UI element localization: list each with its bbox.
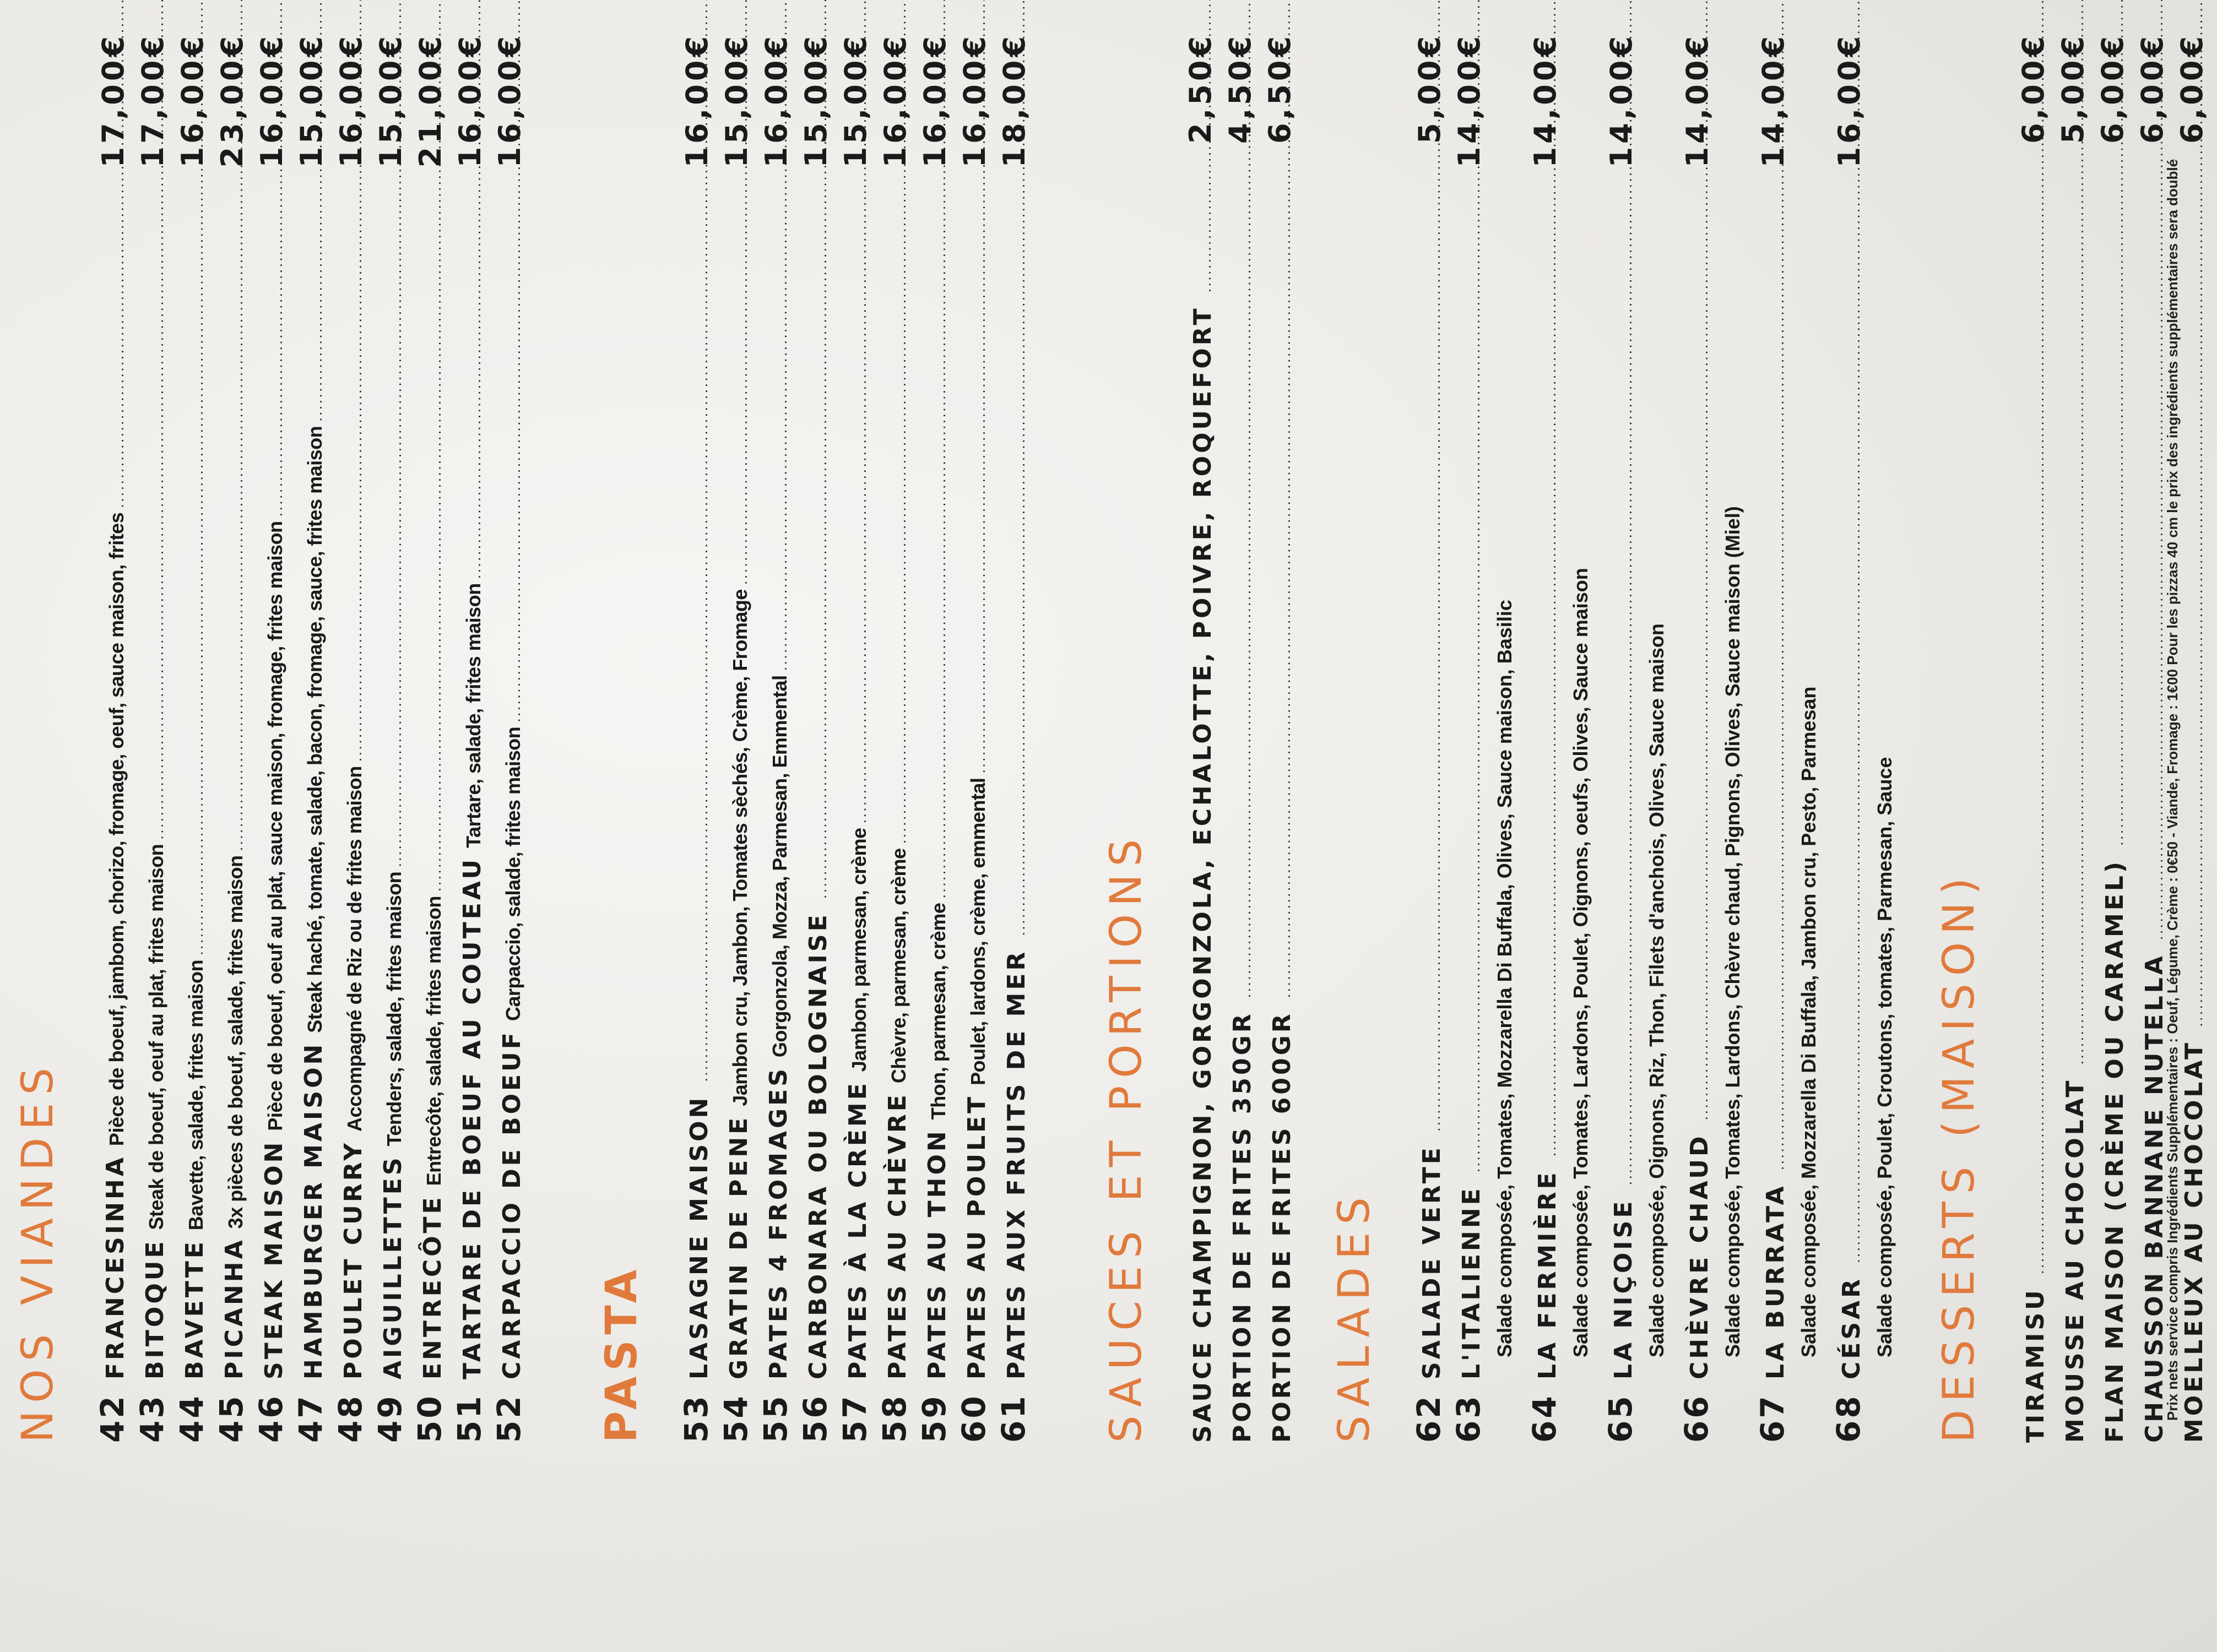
item-subtitle: Salade composée, Oignons, Riz, Thon, Filets d'anchois, Olives, Sauce maison [1645,623,1668,1357]
item-name: PATES À LA CRÈME [844,1080,872,1379]
item-number: 57 [836,1394,874,1443]
item-number: 54 [717,1394,755,1443]
menu-item [1601,33,1640,1443]
item-description: Thon, parmesan, crème [927,903,950,1120]
dot-leader [297,186,337,422]
dot-leader [1415,186,1455,1132]
item-name: PORTION DE FRITES 350GR [1228,1011,1256,1443]
item-name: LA FERMIÈRE [1533,1170,1562,1379]
menu-item [795,33,835,1443]
item-number: 59 [915,1394,953,1443]
item-price: 16,00€ [175,33,210,168]
dot-leader [2019,186,2058,1274]
item-name: PATES AU POULET [963,1094,991,1379]
viandes-list [93,33,529,1443]
menu-item [1525,33,1564,1443]
item-name: BAVETTE [181,1239,209,1379]
dot-leader [920,186,960,899]
item-number: 43 [133,1394,171,1443]
item-price: 15,00€ [719,33,754,168]
section-title-viandes: NOS VIANDES [13,1060,63,1443]
item-description: Pièce de boeuf, jambom, chorizo, fromage, oeuf, sauce maison, frites [105,512,128,1146]
section-title-pasta: PASTA [597,1264,647,1443]
menu-item [1753,33,1792,1443]
item-price: 16,00€ [759,33,794,168]
item-number: 62 [1410,1394,1448,1443]
item-name: MOUSSE AU CHOCOLAT [2061,1078,2089,1443]
item-number: 55 [757,1394,794,1443]
item-description: Carpaccio, salade, frites maison [502,726,524,1021]
item-price: 17,00€ [135,33,170,168]
menu-item [1221,33,1260,1443]
item-number: 67 [1754,1394,1791,1443]
item-name: FLAN MAISON (CRÈME OU CARAMEL) [2101,859,2129,1443]
menu-item [2093,33,2133,1443]
item-number: 50 [411,1394,448,1443]
menu-item [212,33,251,1443]
sauces-list [1181,33,1300,1443]
item-number: 42 [94,1394,131,1443]
item-description: Jambon cru, Jambon, Tomates sèchés, Crème, Fromage [729,589,751,1106]
dot-leader [2177,186,2217,1027]
item-price: 6,00€ [2016,33,2051,144]
item-price: 15,00€ [838,33,873,168]
dot-leader [257,186,297,517]
item-name: FRANCESINHA [101,1155,129,1379]
item-subtitle: Salade composée, Poulet, Croutons, tomates, Parmesan, Sauce [1873,757,1896,1357]
item-number: 51 [451,1394,488,1443]
menu-item [1409,33,1449,1443]
menu-item [1181,33,1221,1443]
item-name: BITOQUE [141,1238,169,1379]
dot-leader [99,186,138,508]
item-number: 60 [955,1394,993,1443]
dot-leader [495,186,535,722]
menu-item [410,33,449,1443]
menu-item [172,33,212,1443]
item-price: 14,00€ [1528,33,1563,168]
menu-item [954,33,994,1443]
menu-item [914,33,954,1443]
item-price: 16,00€ [254,33,289,168]
menu-content [13,33,2212,1443]
menu-item [676,33,716,1443]
menu-item [756,33,795,1443]
item-price: 6,50€ [1262,33,1297,144]
dot-leader [682,186,722,1082]
footnote: Prix nets service compris Ingrédients Supplémentaires : Oeuf, Légume, Crème : 0€50 - Viande, Fromage : 1€00 Pour les pizzas 40 cm le prix des ingrédients supplémentaires sera doublé [2164,159,2181,1421]
item-name: CARPACCIO DE BOEUF [498,1030,526,1379]
item-description: Chèvre, parmesan, crème [887,848,910,1084]
item-description: Accompagné de Riz ou de frites maison [343,766,366,1132]
menu-item [835,33,875,1443]
item-name: PORTION DE FRITES 600GR [1268,1011,1296,1443]
item-price: 6,00€ [2095,33,2130,144]
item-price: 16,00€ [957,33,992,168]
dot-leader [1000,186,1039,936]
item-number: 61 [995,1394,1032,1443]
item-price: 16,00€ [334,33,368,168]
item-name: CÉSAR [1837,1276,1866,1379]
item-name: GRATIN DE PENE [725,1115,753,1379]
dot-leader [376,186,416,867]
item-subtitle: Salade composée, Tomates, Lardons, Chèvre chaud, Pignons, Olives, Sauce maison (Miel) [1721,506,1744,1357]
item-name: STEAK MAISON [260,1139,288,1379]
item-price: 5,00€ [1412,33,1447,144]
dot-leader [1186,186,1226,292]
menu-item [489,33,529,1443]
menu-item [370,33,410,1443]
item-name: SALADE VERTE [1418,1145,1446,1379]
item-price: 6,00€ [2175,33,2209,144]
item-description: Tartare, salade, frites maison [462,583,485,848]
dot-leader [1265,186,1305,998]
item-description: Pièce de boeuf, oeuf au plat, sauce maison, fromage, frites maison [264,521,286,1131]
item-name: HAMBURGER MAISON [300,1041,328,1379]
item-description: Steak haché, tomate, salade, bacon, fromage, sauce, frites maison [303,426,326,1033]
menu-item [875,33,914,1443]
item-price: 6,00€ [2135,33,2170,144]
dot-leader [178,186,218,955]
salades-list [1409,33,1905,1443]
item-description: Steak de boeuf, oeuf au plat, frites maison [145,844,167,1230]
item-price: 15,00€ [294,33,329,168]
item-description: Tenders, salade, frites maison [383,871,405,1146]
dot-leader [841,186,881,824]
item-name: PATES AU CHÈVRE [883,1092,912,1379]
dot-leader [2058,186,2098,1065]
item-name: PATES AU THON [923,1128,951,1379]
menu-item [93,33,132,1443]
item-number: 46 [252,1394,290,1443]
menu-item [132,33,172,1443]
item-subtitle: Salade composée, Tomates, Mozzarella Di Buffala, Olives, Sauce maison, Basilic [1493,600,1516,1357]
dot-leader [881,186,920,844]
item-name: CARBONARA OU BOLOGNAISE [804,912,832,1379]
menu-item [1829,33,1868,1443]
item-price: 16,00€ [878,33,913,168]
item-price: 17,00€ [96,33,131,168]
menu-item [1449,33,1488,1443]
item-number: 58 [876,1394,913,1443]
dot-leader [960,186,1000,774]
item-number: 47 [292,1394,329,1443]
item-name: PATES AUX FRUITS DE MER [1002,949,1031,1379]
item-description: Poulet, lardons, crème, emmental [967,778,989,1085]
menu-item [291,33,330,1443]
item-name: PICANHA [220,1237,248,1379]
menu-item [449,33,489,1443]
pasta-list [676,33,1033,1443]
item-name: MOELLEUX AU CHOCOLAT [2180,1040,2208,1443]
item-price: 14,00€ [1756,33,1791,168]
item-description: Jambon, parmesan, crème [848,828,870,1072]
dot-leader [138,186,178,840]
item-price: 16,00€ [1832,33,1867,168]
item-number: 63 [1450,1394,1487,1443]
item-name: LA BURRATA [1761,1183,1790,1379]
item-name: POULET CURRY [339,1140,367,1379]
item-subtitle: Salade composée, Tomates, Lardons, Poulet, Oignons, oeufs, Olives, Sauce maison [1569,568,1592,1357]
menu-item [2014,33,2053,1443]
item-name: LA NIÇOISE [1609,1198,1638,1379]
desserts-list [2014,33,2212,1443]
item-price: 15,00€ [373,33,408,168]
item-name: AIGUILLETTES [379,1155,407,1379]
menu-item [994,33,1033,1443]
menu-item [251,33,291,1443]
item-price: 16,00€ [680,33,714,168]
item-name: ENTRECÔTE [419,1194,447,1379]
item-price: 23,00€ [215,33,250,168]
item-price: 14,00€ [1452,33,1487,168]
item-name: LASAGNE MAISON [685,1095,713,1379]
item-price: 18,00€ [997,33,1032,168]
menu-item [1677,33,1716,1443]
dot-leader [801,186,841,899]
item-number: 66 [1678,1394,1715,1443]
item-number: 64 [1526,1394,1563,1443]
item-number: 45 [213,1394,250,1443]
dot-leader [762,186,801,671]
item-price: 2,50€ [1183,33,1218,144]
item-description: Gorgonzola, Mozza, Parmesan, Emmental [768,675,791,1058]
dot-leader [722,186,762,585]
section-title-sauces: SAUCES ET PORTIONS [1102,831,1151,1443]
menu-item [716,33,756,1443]
item-description: Entrecôte, salade, frites maison [422,896,445,1186]
item-price: 16,00€ [918,33,952,168]
menu-item [330,33,370,1443]
item-number: 49 [371,1394,409,1443]
item-number: 48 [332,1394,369,1443]
menu-item [1260,33,1300,1443]
item-price: 16,00€ [453,33,487,168]
item-name: CHÈVRE CHAUD [1685,1133,1714,1379]
item-number: 68 [1830,1394,1867,1443]
item-description: 3x pièces de boeuf, salade, frites maison [224,855,247,1229]
item-name: SAUCE CHAMPIGNON, GORGONZOLA, ECHALOTTE, POIVRE, ROQUEFORT [1189,306,1217,1443]
dot-leader [1226,186,1265,998]
item-price: 16,00€ [492,33,527,168]
menu-item [2053,33,2093,1443]
item-number: 44 [173,1394,210,1443]
item-price: 14,00€ [1604,33,1639,168]
item-price: 5,00€ [2056,33,2090,144]
item-name: PATES 4 FROMAGES [765,1066,793,1379]
item-price: 15,00€ [799,33,833,168]
dot-leader [337,186,376,762]
item-number: 52 [490,1394,528,1443]
item-subtitle: Salade composée, Mozzarella Di Buffala, Jambon cru, Pesto, Parmesan [1797,686,1820,1357]
dot-leader [416,186,456,892]
item-price: 21,00€ [413,33,448,168]
item-name: TIRAMISU [2021,1287,2050,1443]
item-price: 14,00€ [1680,33,1715,168]
item-number: 53 [677,1394,715,1443]
item-name: CHAUSSON BANNANE NUTELLA [2140,953,2169,1443]
dot-leader [218,186,257,851]
item-name: L'ITALIENNE [1457,1186,1486,1379]
section-title-desserts: DESSERTS (MAISON) [1934,870,1984,1443]
item-number: 65 [1602,1394,1639,1443]
item-name: TARTARE DE BOEUF AU COUTEAU [458,856,486,1379]
item-description: Bavette, salade, frites maison [185,959,207,1231]
dot-leader [2098,186,2138,846]
item-number: 56 [796,1394,834,1443]
item-price: 4,50€ [1223,33,1257,144]
section-title-salades: SALADES [1330,1189,1379,1443]
dot-leader [456,186,495,579]
